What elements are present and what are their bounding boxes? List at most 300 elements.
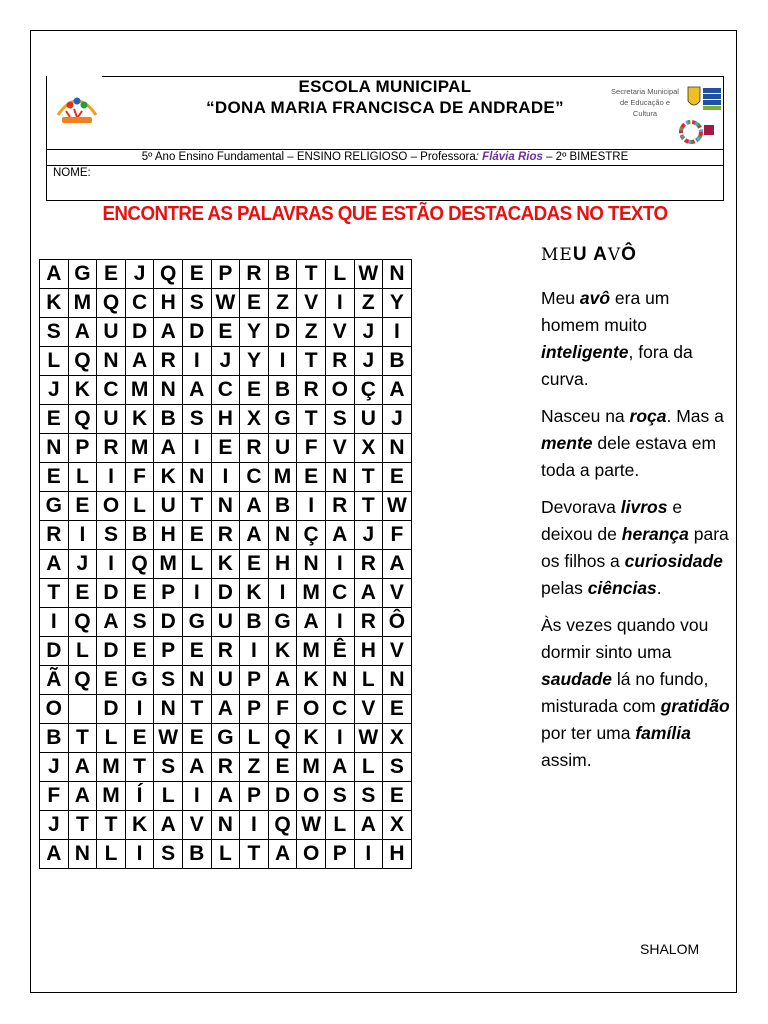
- grid-cell[interactable]: I: [297, 492, 326, 521]
- grid-cell[interactable]: P: [240, 695, 269, 724]
- grid-cell[interactable]: R: [240, 434, 269, 463]
- grid-cell[interactable]: M: [268, 463, 297, 492]
- grid-cell[interactable]: K: [40, 289, 69, 318]
- grid-cell[interactable]: L: [68, 463, 97, 492]
- grid-cell[interactable]: A: [297, 608, 326, 637]
- grid-cell[interactable]: T: [182, 492, 211, 521]
- grid-row: [40, 811, 412, 840]
- grid-cell[interactable]: Q: [154, 260, 183, 289]
- grid-cell[interactable]: Y: [383, 289, 412, 318]
- grid-row: [40, 434, 412, 463]
- grid-cell[interactable]: H: [383, 840, 412, 869]
- grid-cell[interactable]: I: [125, 840, 154, 869]
- grid-cell[interactable]: O: [40, 695, 69, 724]
- grid-cell[interactable]: N: [40, 434, 69, 463]
- grid-cell[interactable]: J: [68, 550, 97, 579]
- grid-cell[interactable]: E: [125, 724, 154, 753]
- grid-cell[interactable]: K: [240, 579, 269, 608]
- grid-cell[interactable]: A: [354, 811, 383, 840]
- grid-cell[interactable]: L: [182, 550, 211, 579]
- grid-cell[interactable]: P: [325, 840, 354, 869]
- grid-cell[interactable]: E: [68, 579, 97, 608]
- grid-row: [40, 260, 412, 289]
- grid-cell[interactable]: B: [383, 347, 412, 376]
- grid-cell[interactable]: B: [40, 724, 69, 753]
- grid-cell[interactable]: N: [154, 376, 183, 405]
- grid-cell[interactable]: I: [383, 318, 412, 347]
- grid-cell[interactable]: Q: [68, 608, 97, 637]
- bimester-text: – 2º BIMESTRE: [542, 151, 629, 163]
- grid-cell[interactable]: Ê: [325, 637, 354, 666]
- grid-cell[interactable]: O: [297, 782, 326, 811]
- grid-cell[interactable]: Z: [268, 289, 297, 318]
- grid-cell[interactable]: K: [268, 637, 297, 666]
- grid-cell[interactable]: J: [383, 405, 412, 434]
- grid-cell[interactable]: I: [97, 463, 126, 492]
- grid-cell[interactable]: P: [154, 579, 183, 608]
- grid-cell[interactable]: S: [154, 753, 183, 782]
- grid-cell[interactable]: B: [268, 260, 297, 289]
- grid-cell[interactable]: O: [297, 695, 326, 724]
- highlighted-word: gratidão: [660, 696, 730, 716]
- grid-cell[interactable]: A: [268, 666, 297, 695]
- grid-cell[interactable]: S: [182, 405, 211, 434]
- grid-cell[interactable]: N: [154, 695, 183, 724]
- grid-cell[interactable]: H: [154, 521, 183, 550]
- grid-cell[interactable]: R: [297, 376, 326, 405]
- story-text-segment: Devorava: [541, 497, 621, 517]
- grid-cell[interactable]: E: [125, 637, 154, 666]
- grid-cell[interactable]: T: [125, 753, 154, 782]
- grid-cell[interactable]: W: [211, 289, 240, 318]
- grid-cell[interactable]: E: [383, 463, 412, 492]
- story-text-segment: por ter uma: [541, 723, 636, 743]
- grid-cell[interactable]: R: [325, 492, 354, 521]
- grid-cell[interactable]: E: [182, 724, 211, 753]
- teacher-name: Flávia Rios: [482, 151, 543, 163]
- grid-cell[interactable]: A: [354, 579, 383, 608]
- grid-cell[interactable]: I: [325, 289, 354, 318]
- grid-cell[interactable]: D: [268, 782, 297, 811]
- grid-cell[interactable]: L: [68, 637, 97, 666]
- grid-cell[interactable]: U: [211, 666, 240, 695]
- grid-cell[interactable]: S: [40, 318, 69, 347]
- grid-cell[interactable]: A: [68, 753, 97, 782]
- grid-cell[interactable]: M: [154, 550, 183, 579]
- grid-cell[interactable]: R: [354, 608, 383, 637]
- grid-cell[interactable]: Q: [68, 405, 97, 434]
- grid-cell[interactable]: N: [383, 666, 412, 695]
- grid-cell[interactable]: H: [211, 405, 240, 434]
- grid-cell[interactable]: D: [154, 608, 183, 637]
- class-info-text: 5º Ano Ensino Fundamental – ENSINO RELIGIOSO – Professora: [141, 151, 476, 163]
- grid-cell[interactable]: K: [297, 724, 326, 753]
- grid-cell[interactable]: N: [325, 666, 354, 695]
- grid-cell[interactable]: A: [240, 492, 269, 521]
- grid-cell[interactable]: E: [125, 579, 154, 608]
- highlighted-word: família: [635, 723, 691, 743]
- grid-cell[interactable]: E: [240, 289, 269, 318]
- grid-cell[interactable]: X: [383, 724, 412, 753]
- grid-cell[interactable]: L: [325, 260, 354, 289]
- grid-cell[interactable]: J: [125, 260, 154, 289]
- grid-cell[interactable]: A: [268, 840, 297, 869]
- grid-cell[interactable]: I: [182, 579, 211, 608]
- grid-cell[interactable]: I: [268, 347, 297, 376]
- word-search-grid: [39, 259, 412, 869]
- grid-cell[interactable]: Z: [297, 318, 326, 347]
- grid-cell[interactable]: K: [211, 550, 240, 579]
- grid-cell[interactable]: N: [383, 260, 412, 289]
- grid-cell[interactable]: E: [268, 753, 297, 782]
- grid-cell[interactable]: N: [182, 463, 211, 492]
- grid-cell[interactable]: T: [40, 579, 69, 608]
- grid-cell[interactable]: L: [97, 840, 126, 869]
- grid-cell[interactable]: J: [211, 347, 240, 376]
- grid-cell[interactable]: A: [125, 347, 154, 376]
- grid-cell[interactable]: V: [383, 637, 412, 666]
- grid-row: [40, 579, 412, 608]
- grid-row: [40, 463, 412, 492]
- story-text: [541, 244, 731, 784]
- grid-cell[interactable]: B: [182, 840, 211, 869]
- grid-cell[interactable]: L: [354, 753, 383, 782]
- grid-cell[interactable]: B: [240, 608, 269, 637]
- grid-cell[interactable]: N: [211, 492, 240, 521]
- grid-cell[interactable]: O: [325, 376, 354, 405]
- grid-cell[interactable]: T: [354, 463, 383, 492]
- grid-cell[interactable]: C: [325, 579, 354, 608]
- grid-cell[interactable]: L: [354, 666, 383, 695]
- grid-cell[interactable]: S: [354, 782, 383, 811]
- grid-cell[interactable]: I: [182, 782, 211, 811]
- grid-cell[interactable]: N: [325, 463, 354, 492]
- grid-cell[interactable]: A: [383, 550, 412, 579]
- grid-cell[interactable]: E: [97, 666, 126, 695]
- story-text-segment: Às vezes quando vou dormir sinto uma: [541, 615, 709, 662]
- grid-cell[interactable]: I: [68, 521, 97, 550]
- grid-cell[interactable]: G: [125, 666, 154, 695]
- highlighted-word: inteligente: [541, 342, 629, 362]
- grid-cell[interactable]: Q: [68, 347, 97, 376]
- grid-cell[interactable]: B: [268, 492, 297, 521]
- grid-cell[interactable]: R: [211, 637, 240, 666]
- grid-cell[interactable]: A: [211, 782, 240, 811]
- grid-row: [40, 550, 412, 579]
- grid-cell[interactable]: Q: [125, 550, 154, 579]
- name-label: NOME:: [53, 167, 91, 179]
- grid-cell[interactable]: Q: [268, 724, 297, 753]
- grid-cell[interactable]: U: [97, 405, 126, 434]
- grid-cell[interactable]: O: [97, 492, 126, 521]
- grid-cell[interactable]: A: [40, 550, 69, 579]
- grid-row: [40, 492, 412, 521]
- grid-cell[interactable]: M: [68, 289, 97, 318]
- grid-cell[interactable]: E: [211, 318, 240, 347]
- grid-cell[interactable]: G: [268, 405, 297, 434]
- grid-cell[interactable]: D: [40, 637, 69, 666]
- grid-cell[interactable]: S: [182, 289, 211, 318]
- grid-cell[interactable]: L: [97, 724, 126, 753]
- grid-cell[interactable]: Í: [125, 782, 154, 811]
- grid-cell[interactable]: S: [325, 782, 354, 811]
- student-name-field[interactable]: [46, 166, 724, 201]
- grid-row: [40, 782, 412, 811]
- grid-cell[interactable]: U: [354, 405, 383, 434]
- grid-cell[interactable]: L: [40, 347, 69, 376]
- grid-cell[interactable]: R: [154, 347, 183, 376]
- grid-cell[interactable]: M: [97, 782, 126, 811]
- grid-cell[interactable]: E: [182, 637, 211, 666]
- grid-cell[interactable]: N: [68, 840, 97, 869]
- grid-cell[interactable]: C: [240, 463, 269, 492]
- class-info-row: [46, 149, 724, 166]
- grid-cell[interactable]: L: [211, 840, 240, 869]
- grid-cell[interactable]: U: [211, 608, 240, 637]
- grid-cell[interactable]: T: [97, 811, 126, 840]
- grid-cell[interactable]: L: [154, 782, 183, 811]
- grid-cell[interactable]: R: [354, 550, 383, 579]
- grid-cell[interactable]: K: [125, 405, 154, 434]
- grid-cell[interactable]: M: [297, 753, 326, 782]
- highlighted-word: roça: [629, 406, 667, 426]
- grid-cell[interactable]: W: [383, 492, 412, 521]
- grid-cell[interactable]: C: [125, 289, 154, 318]
- grid-cell[interactable]: S: [154, 666, 183, 695]
- grid-cell[interactable]: Q: [268, 811, 297, 840]
- grid-cell[interactable]: I: [240, 637, 269, 666]
- grid-cell[interactable]: G: [68, 260, 97, 289]
- grid-cell[interactable]: D: [97, 579, 126, 608]
- grid-cell[interactable]: G: [211, 724, 240, 753]
- grid-cell[interactable]: K: [125, 811, 154, 840]
- grid-cell[interactable]: V: [325, 434, 354, 463]
- grid-cell[interactable]: R: [325, 347, 354, 376]
- highlighted-word: ciências: [587, 578, 657, 598]
- grid-cell[interactable]: E: [68, 492, 97, 521]
- grid-cell[interactable]: I: [325, 724, 354, 753]
- grid-cell[interactable]: A: [68, 318, 97, 347]
- grid-cell[interactable]: E: [383, 695, 412, 724]
- grid-cell[interactable]: B: [154, 405, 183, 434]
- grid-cell[interactable]: O: [297, 840, 326, 869]
- grid-cell[interactable]: G: [182, 608, 211, 637]
- grid-cell[interactable]: I: [240, 811, 269, 840]
- grid-cell[interactable]: J: [354, 347, 383, 376]
- grid-cell[interactable]: A: [325, 753, 354, 782]
- grid-cell[interactable]: J: [354, 318, 383, 347]
- grid-cell[interactable]: C: [211, 376, 240, 405]
- grid-cell[interactable]: V: [182, 811, 211, 840]
- grid-cell[interactable]: E: [97, 260, 126, 289]
- grid-cell[interactable]: D: [211, 579, 240, 608]
- grid-cell[interactable]: A: [182, 376, 211, 405]
- grid-cell[interactable]: L: [125, 492, 154, 521]
- grid-cell[interactable]: V: [325, 318, 354, 347]
- grid-cell[interactable]: I: [40, 608, 69, 637]
- grid-cell[interactable]: F: [125, 463, 154, 492]
- grid-cell[interactable]: C: [325, 695, 354, 724]
- grid-cell[interactable]: R: [211, 753, 240, 782]
- grid-cell[interactable]: N: [97, 347, 126, 376]
- grid-cell[interactable]: J: [40, 811, 69, 840]
- grid-cell[interactable]: Ã: [40, 666, 69, 695]
- grid-cell[interactable]: T: [68, 724, 97, 753]
- grid-cell[interactable]: I: [325, 550, 354, 579]
- grid-cell[interactable]: Z: [354, 289, 383, 318]
- grid-cell[interactable]: N: [383, 434, 412, 463]
- grid-cell[interactable]: W: [354, 260, 383, 289]
- grid-cell[interactable]: F: [40, 782, 69, 811]
- grid-cell[interactable]: E: [182, 521, 211, 550]
- grid-cell[interactable]: [68, 695, 97, 724]
- grid-cell[interactable]: T: [68, 811, 97, 840]
- grid-cell[interactable]: V: [297, 289, 326, 318]
- grid-cell[interactable]: K: [154, 463, 183, 492]
- grid-cell[interactable]: P: [240, 666, 269, 695]
- grid-cell[interactable]: A: [97, 608, 126, 637]
- grid-cell[interactable]: G: [40, 492, 69, 521]
- grid-cell[interactable]: U: [154, 492, 183, 521]
- grid-cell[interactable]: T: [297, 405, 326, 434]
- grid-cell[interactable]: I: [125, 695, 154, 724]
- grid-cell[interactable]: K: [68, 376, 97, 405]
- grid-cell[interactable]: H: [268, 550, 297, 579]
- grid-cell[interactable]: P: [211, 260, 240, 289]
- grid-cell[interactable]: S: [325, 405, 354, 434]
- grid-cell[interactable]: T: [297, 260, 326, 289]
- grid-cell[interactable]: P: [240, 782, 269, 811]
- grid-cell[interactable]: T: [354, 492, 383, 521]
- grid-cell[interactable]: F: [383, 521, 412, 550]
- grid-cell[interactable]: Z: [240, 753, 269, 782]
- grid-cell[interactable]: Ç: [297, 521, 326, 550]
- grid-cell[interactable]: L: [240, 724, 269, 753]
- grid-cell[interactable]: T: [182, 695, 211, 724]
- grid-cell[interactable]: M: [297, 579, 326, 608]
- grid-cell[interactable]: R: [97, 434, 126, 463]
- grid-cell[interactable]: R: [240, 260, 269, 289]
- grid-cell[interactable]: Y: [240, 318, 269, 347]
- grid-cell[interactable]: Q: [97, 289, 126, 318]
- grid-cell[interactable]: X: [240, 405, 269, 434]
- grid-cell[interactable]: M: [97, 753, 126, 782]
- grid-cell[interactable]: T: [240, 840, 269, 869]
- highlighted-word: avô: [579, 288, 611, 308]
- grid-cell[interactable]: I: [268, 579, 297, 608]
- grid-cell[interactable]: G: [268, 608, 297, 637]
- grid-cell[interactable]: R: [211, 521, 240, 550]
- grid-cell[interactable]: L: [325, 811, 354, 840]
- grid-cell[interactable]: C: [97, 376, 126, 405]
- grid-cell[interactable]: A: [40, 260, 69, 289]
- grid-cell[interactable]: H: [154, 289, 183, 318]
- grid-cell[interactable]: Ô: [383, 608, 412, 637]
- grid-cell[interactable]: I: [211, 463, 240, 492]
- grid-cell[interactable]: Q: [68, 666, 97, 695]
- grid-cell[interactable]: X: [354, 434, 383, 463]
- grid-cell[interactable]: J: [40, 376, 69, 405]
- grid-cell[interactable]: W: [297, 811, 326, 840]
- grid-cell[interactable]: E: [211, 434, 240, 463]
- grid-cell[interactable]: A: [383, 376, 412, 405]
- grid-cell[interactable]: M: [125, 376, 154, 405]
- grid-cell[interactable]: E: [383, 782, 412, 811]
- grid-cell[interactable]: Ç: [354, 376, 383, 405]
- grid-cell[interactable]: A: [154, 434, 183, 463]
- grid-cell[interactable]: A: [154, 318, 183, 347]
- grid-cell[interactable]: A: [325, 521, 354, 550]
- grid-cell[interactable]: Y: [240, 347, 269, 376]
- grid-cell[interactable]: M: [125, 434, 154, 463]
- grid-cell[interactable]: D: [268, 318, 297, 347]
- grid-cell[interactable]: D: [182, 318, 211, 347]
- story-text-segment: Meu: [541, 288, 580, 308]
- grid-cell[interactable]: R: [40, 521, 69, 550]
- grid-cell[interactable]: M: [297, 637, 326, 666]
- grid-cell[interactable]: P: [68, 434, 97, 463]
- grid-cell[interactable]: N: [297, 550, 326, 579]
- grid-cell[interactable]: V: [354, 695, 383, 724]
- grid-cell[interactable]: F: [297, 434, 326, 463]
- grid-row: [40, 405, 412, 434]
- grid-cell[interactable]: X: [383, 811, 412, 840]
- grid-cell[interactable]: A: [40, 840, 69, 869]
- grid-cell[interactable]: P: [154, 637, 183, 666]
- grid-cell[interactable]: N: [182, 666, 211, 695]
- grid-cell[interactable]: A: [211, 695, 240, 724]
- grid-cell[interactable]: A: [154, 811, 183, 840]
- grid-cell[interactable]: K: [297, 666, 326, 695]
- grid-cell[interactable]: S: [383, 753, 412, 782]
- grid-cell[interactable]: E: [40, 405, 69, 434]
- grid-cell[interactable]: W: [354, 724, 383, 753]
- grid-cell[interactable]: D: [125, 318, 154, 347]
- grid-cell[interactable]: H: [354, 637, 383, 666]
- grid-cell[interactable]: I: [182, 434, 211, 463]
- grid-cell[interactable]: I: [97, 550, 126, 579]
- grid-cell[interactable]: E: [182, 260, 211, 289]
- grid-cell[interactable]: E: [40, 463, 69, 492]
- grid-cell[interactable]: E: [297, 463, 326, 492]
- grid-cell[interactable]: J: [40, 753, 69, 782]
- grid-cell[interactable]: A: [240, 521, 269, 550]
- grid-cell[interactable]: D: [97, 637, 126, 666]
- grid-cell[interactable]: U: [268, 434, 297, 463]
- grid-cell[interactable]: B: [268, 376, 297, 405]
- grid-cell[interactable]: E: [240, 376, 269, 405]
- grid-cell[interactable]: A: [68, 782, 97, 811]
- grid-cell[interactable]: S: [154, 840, 183, 869]
- grid-cell[interactable]: B: [125, 521, 154, 550]
- grid-cell[interactable]: I: [354, 840, 383, 869]
- grid-cell[interactable]: F: [268, 695, 297, 724]
- grid-cell[interactable]: E: [240, 550, 269, 579]
- grid-cell[interactable]: I: [325, 608, 354, 637]
- grid-cell[interactable]: J: [354, 521, 383, 550]
- grid-cell[interactable]: I: [182, 347, 211, 376]
- grid-cell[interactable]: T: [297, 347, 326, 376]
- grid-cell[interactable]: D: [97, 695, 126, 724]
- grid-cell[interactable]: W: [154, 724, 183, 753]
- grid-cell[interactable]: V: [383, 579, 412, 608]
- grid-cell[interactable]: N: [211, 811, 240, 840]
- grid-cell[interactable]: S: [97, 521, 126, 550]
- grid-cell[interactable]: N: [268, 521, 297, 550]
- grid-cell[interactable]: S: [125, 608, 154, 637]
- grid-cell[interactable]: U: [97, 318, 126, 347]
- grid-cell[interactable]: A: [182, 753, 211, 782]
